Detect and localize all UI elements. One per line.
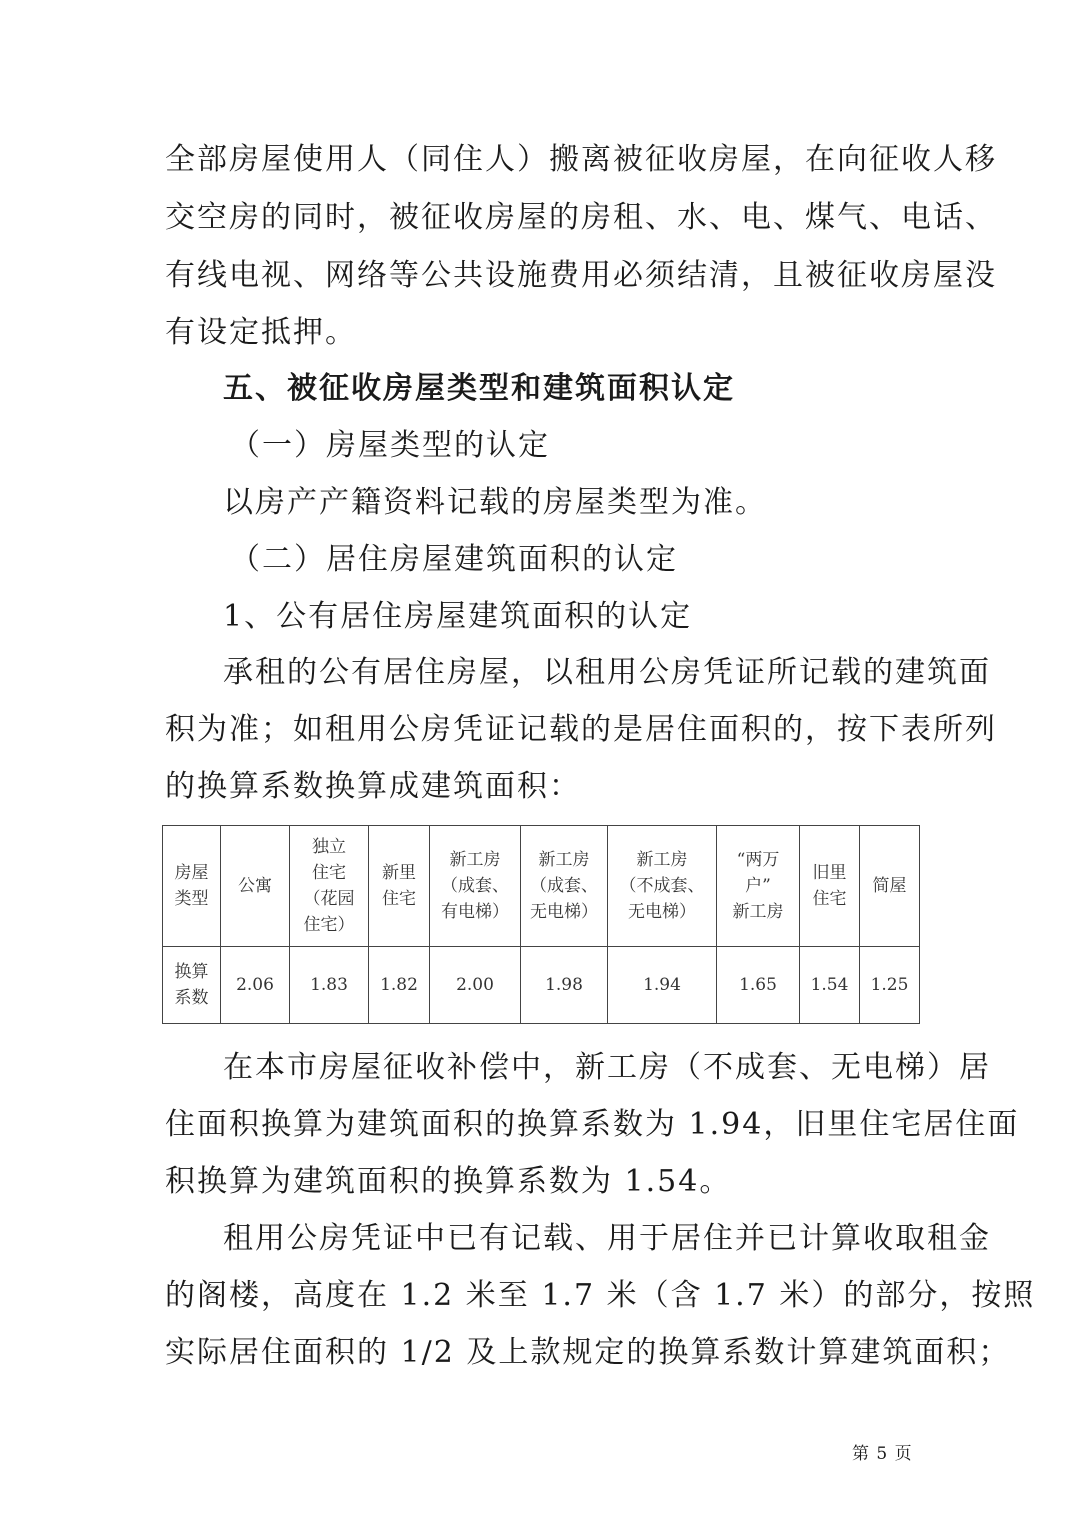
table-cell: 2.06 [221, 947, 290, 1024]
paragraph-line: 住面积换算为建筑面积的换算系数为 1.94，旧里住宅居住面 [165, 1107, 1020, 1142]
paragraph-line: 实际居住面积的 1/2 及上款规定的换算系数计算建筑面积； [165, 1335, 1011, 1370]
table-cell: 1.82 [369, 947, 430, 1024]
paragraph-line: 有设定抵押。 [165, 315, 357, 350]
table-cell: 1.98 [521, 947, 608, 1024]
paragraph-line: 全部房屋使用人（同住人）搬离被征收房屋，在向征收人移 [165, 142, 997, 177]
paragraph-line: 的阁楼，高度在 1.2 米至 1.7 米（含 1.7 米）的部分，按照 [165, 1278, 1036, 1313]
table-header-row [163, 826, 920, 947]
table-cell: 1.94 [608, 947, 717, 1024]
table-cell: 1.25 [860, 947, 920, 1024]
column-header: “两万 户” 新工房 [717, 826, 800, 947]
conversion-table [162, 825, 920, 1024]
table-cell: 1.83 [290, 947, 369, 1024]
subheading-2: （二）居住房屋建筑面积的认定 [230, 542, 678, 577]
paragraph-line: 租用公房凭证中已有记载、用于居住并已计算收取租金 [223, 1221, 991, 1256]
table-header-label: 房屋 类型 [163, 826, 221, 947]
column-header: 新工房 （成套、 无电梯） [521, 826, 608, 947]
table-value-row [163, 947, 920, 1024]
column-header: 公寓 [221, 826, 290, 947]
column-header: 新工房 （成套、 有电梯） [430, 826, 521, 947]
paragraph-line: 交空房的同时，被征收房屋的房租、水、电、煤气、电话、 [165, 200, 997, 235]
column-header: 简屋 [860, 826, 920, 947]
section-heading: 五、被征收房屋类型和建筑面积认定 [223, 371, 735, 406]
item-1-title: 1、公有居住房屋建筑面积的认定 [223, 599, 693, 634]
paragraph-line: 的换算系数换算成建筑面积： [165, 769, 581, 804]
paragraph-line: 承租的公有居住房屋，以租用公房凭证所记载的建筑面 [223, 655, 991, 690]
row-label: 换算 系数 [163, 947, 221, 1024]
column-header: 旧里 住宅 [800, 826, 860, 947]
paragraph-line: 积换算为建筑面积的换算系数为 1.54。 [165, 1164, 732, 1199]
table-cell: 1.54 [800, 947, 860, 1024]
table-cell: 1.65 [717, 947, 800, 1024]
column-header: 新工房 （不成套、 无电梯） [608, 826, 717, 947]
column-header: 独立 住宅 （花园 住宅） [290, 826, 369, 947]
column-header: 新里 住宅 [369, 826, 430, 947]
subheading-1: （一）房屋类型的认定 [230, 428, 550, 463]
page-number: 第 5 页 [852, 1444, 913, 1464]
subheading-1-text: 以房产产籍资料记载的房屋类型为准。 [223, 485, 767, 520]
paragraph-line: 在本市房屋征收补偿中，新工房（不成套、无电梯）居 [223, 1050, 991, 1085]
paragraph-line: 积为准；如租用公房凭证记载的是居住面积的，按下表所列 [165, 712, 997, 747]
table-cell: 2.00 [430, 947, 521, 1024]
paragraph-line: 有线电视、网络等公共设施费用必须结清，且被征收房屋没 [165, 258, 997, 293]
